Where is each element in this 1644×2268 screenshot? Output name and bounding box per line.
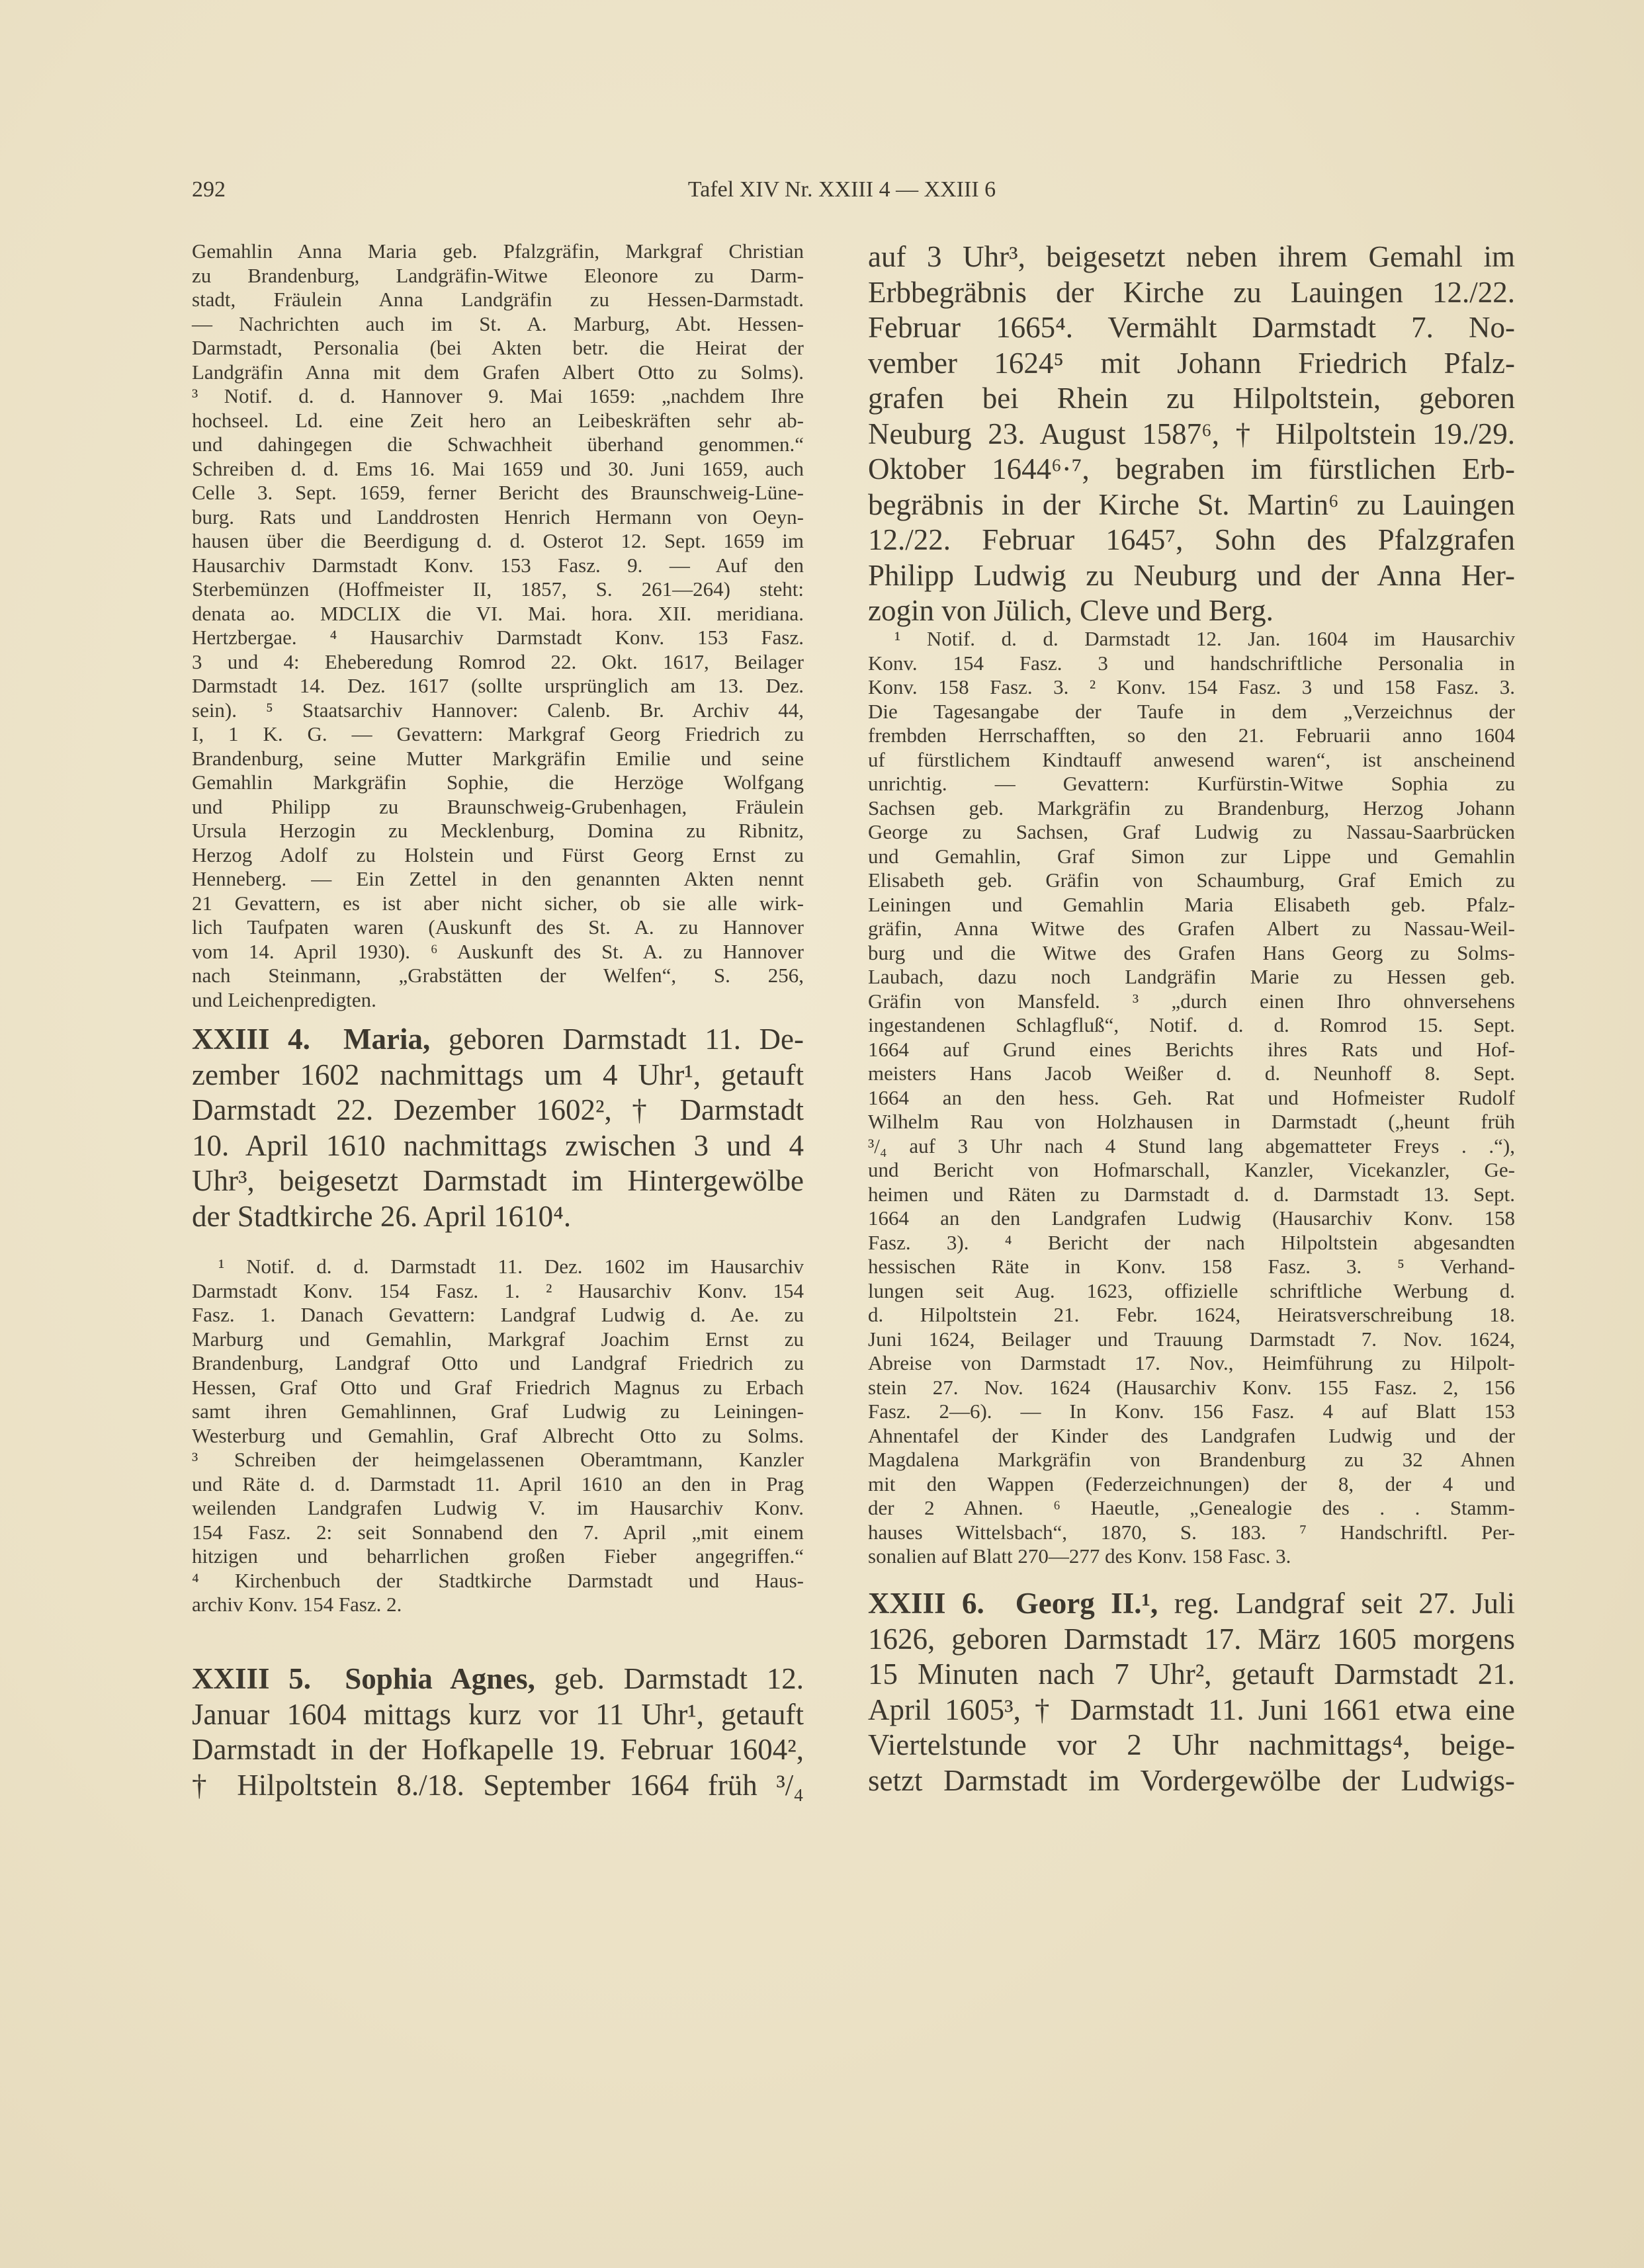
line-content: Hessen, Graf Otto und Graf Friedrich Magnus zu Erbach bbox=[192, 1375, 804, 1399]
text-line bbox=[192, 1521, 804, 1545]
text-line bbox=[868, 796, 1515, 821]
text-line bbox=[192, 1544, 804, 1569]
line-content: Juni 1624, Beilager und Trauung Darmstadt 7. Nov. 1624, bbox=[868, 1327, 1515, 1351]
text-line bbox=[868, 1303, 1515, 1327]
text-line bbox=[868, 1183, 1515, 1207]
line-content: Darmstadt in der Hofkapelle 19. Februar 1604², bbox=[192, 1733, 804, 1766]
line-content: ³/₄ auf 3 Uhr nach 4 Stund lang abgematteter Freys . .“), bbox=[868, 1134, 1515, 1157]
line-content: Hausarchiv Darmstadt Konv. 153 Fasz. 9. — Auf den bbox=[192, 553, 804, 577]
text-line bbox=[868, 1327, 1515, 1352]
text-line bbox=[192, 964, 804, 988]
text-line bbox=[868, 1110, 1515, 1134]
text-line bbox=[868, 381, 1515, 417]
text-line bbox=[192, 433, 804, 457]
line-content: und Bericht von Hofmarschall, Kanzler, Vicekanzler, Ge- bbox=[868, 1158, 1515, 1181]
line-content: gräfin, Anna Witwe des Grafen Albert zu Nassau-Weil- bbox=[868, 917, 1515, 940]
text-line bbox=[192, 360, 804, 385]
line-content: samt ihren Gemahlinnen, Graf Ludwig zu Leiningen- bbox=[192, 1400, 804, 1423]
line-content: vom 14. April 1930). ⁶ Auskunft des St. A. zu Hannover bbox=[192, 939, 804, 963]
text-line bbox=[192, 1376, 804, 1400]
line-content: hessischen Räte in Konv. 158 Fasz. 3. ⁵ Verhand- bbox=[868, 1255, 1515, 1278]
text-line bbox=[192, 457, 804, 482]
line-content: Gemahlin Markgräfin Sophie, die Herzöge Wolfgang bbox=[192, 771, 804, 794]
text-line bbox=[192, 1351, 804, 1376]
text-line bbox=[192, 795, 804, 819]
text-line bbox=[868, 1496, 1515, 1521]
line-content: Sachsen geb. Markgräfin zu Brandenburg, Herzog Johann bbox=[868, 796, 1515, 819]
text-line bbox=[868, 1038, 1515, 1062]
text-line bbox=[868, 941, 1515, 966]
text-line bbox=[192, 940, 804, 964]
text-line bbox=[192, 1448, 804, 1472]
text-line bbox=[192, 529, 804, 554]
text-line bbox=[192, 1424, 804, 1449]
line-content: † Hilpoltstein 8./18. September 1664 früh ³/₄ bbox=[192, 1768, 804, 1802]
line-content: Februar 1665⁴. Vermählt Darmstadt 7. No- bbox=[868, 311, 1515, 344]
text-line bbox=[868, 845, 1515, 869]
line-content: Abreise von Darmstadt 17. Nov., Heimführung zu Hilpolt- bbox=[868, 1351, 1515, 1374]
line-content: burg. Rats und Landdrosten Henrich Hermann von Oeyn- bbox=[192, 505, 804, 528]
footnotes-previous-entry bbox=[192, 239, 804, 1012]
page-number: 292 bbox=[192, 177, 226, 202]
line-content: d. Hilpoltstein 21. Febr. 1624, Heiratsverschreibung 18. bbox=[868, 1303, 1515, 1326]
text-line bbox=[192, 312, 804, 337]
text-line bbox=[192, 1022, 804, 1058]
line-content: archiv Konv. 154 Fasz. 2. bbox=[192, 1593, 402, 1616]
line-content: der Stadtkirche 26. April 1610⁴. bbox=[192, 1199, 572, 1233]
text-line bbox=[868, 1693, 1515, 1728]
line-content: hitzigen und beharrlichen großen Fieber angegriffen.“ bbox=[192, 1544, 804, 1568]
line-content: Westerburg und Gemahlin, Graf Albrecht Otto zu Solms. bbox=[192, 1423, 804, 1447]
text-line bbox=[192, 577, 804, 602]
entry-text: reg. Landgraf seit 27. Juli bbox=[1174, 1587, 1515, 1620]
line-content: zu Brandenburg, Landgräfin-Witwe Eleonore zu Darm- bbox=[192, 263, 804, 287]
entry-name: Georg II.¹, bbox=[1015, 1587, 1158, 1620]
text-line bbox=[192, 336, 804, 360]
line-content: 154 Fasz. 2: seit Sonnabend den 7. April „mit einem bbox=[192, 1520, 804, 1544]
entry-text: geboren Darmstadt 11. De- bbox=[448, 1023, 804, 1056]
text-line bbox=[868, 675, 1515, 700]
line-content: Fasz. 2—6). — In Konv. 156 Fasz. 4 auf Blatt 153 bbox=[868, 1400, 1515, 1423]
line-content: Sterbemünzen (Hoffmeister II, 1857, S. 261—264) steht: bbox=[192, 577, 804, 601]
line-content: stein 27. Nov. 1624 (Hausarchiv Konv. 155 Fasz. 2, 156 bbox=[868, 1375, 1515, 1399]
line-content: und Gemahlin, Graf Simon zur Lippe und Gemahlin bbox=[868, 844, 1515, 868]
entry-xxiii-5-sophia-agnes bbox=[192, 1661, 804, 1803]
entry-text: geb. Darmstadt 12. bbox=[554, 1662, 804, 1695]
text-line bbox=[868, 1279, 1515, 1304]
text-line bbox=[868, 593, 1515, 629]
line-content bbox=[868, 1587, 1515, 1620]
text-line bbox=[192, 384, 804, 409]
line-content: lich Taufpaten waren (Auskunft des St. A. zu Hannover bbox=[192, 915, 804, 939]
line-content: April 1605³, † Darmstadt 11. Juni 1661 etwa eine bbox=[868, 1693, 1515, 1726]
text-line bbox=[868, 627, 1515, 651]
line-content: ¹ Notif. d. d. Darmstadt 12. Jan. 1604 im Hausarchiv bbox=[894, 627, 1515, 650]
line-content: Neuburg 23. August 1587⁶, † Hilpoltstein 19./29. bbox=[868, 417, 1515, 450]
footnotes-entry-xxiii-5 bbox=[868, 627, 1515, 1569]
text-line bbox=[868, 1544, 1515, 1569]
text-line bbox=[192, 1768, 804, 1804]
line-content bbox=[192, 1023, 804, 1056]
text-line bbox=[868, 1400, 1515, 1424]
line-content bbox=[192, 1662, 804, 1695]
line-content: und dahingegen die Schwachheit überhand genommen.“ bbox=[192, 433, 804, 456]
text-line bbox=[868, 1472, 1515, 1497]
text-line bbox=[868, 1622, 1515, 1658]
line-content: setzt Darmstadt im Vordergewölbe der Ludwigs- bbox=[868, 1763, 1515, 1797]
running-title: Tafel XIV Nr. XXIII 4 — XXIII 6 bbox=[687, 177, 996, 202]
line-content: frembden Herrschafften, so den 21. Februarii anno 1604 bbox=[868, 724, 1515, 747]
line-content: und Leichenpredigten. bbox=[192, 987, 376, 1011]
line-content: Brandenburg, Landgraf Otto und Landgraf Friedrich zu bbox=[192, 1351, 804, 1374]
text-line bbox=[192, 1279, 804, 1304]
line-content: lungen seit Aug. 1623, offizielle schriftliche Werbung d. bbox=[868, 1279, 1515, 1302]
line-content: grafen bei Rhein zu Hilpoltstein, geboren bbox=[868, 382, 1515, 415]
line-content: weilenden Landgrafen Ludwig V. im Hausarchiv Konv. bbox=[192, 1496, 804, 1519]
text-line bbox=[192, 505, 804, 530]
line-content: ingestandenen Schlagfluß“, Notif. d. d. Romrod 15. Sept. bbox=[868, 1013, 1515, 1036]
text-line bbox=[868, 1206, 1515, 1231]
line-content: Wilhelm Rau von Holzhausen in Darmstadt („heunt früh bbox=[868, 1110, 1515, 1133]
text-line bbox=[192, 1303, 804, 1327]
line-content: Schreiben d. d. Ems 16. Mai 1659 und 30. Juni 1659, auch bbox=[192, 456, 804, 480]
text-line bbox=[868, 651, 1515, 676]
text-line bbox=[868, 1086, 1515, 1111]
text-line bbox=[192, 698, 804, 723]
line-content: Viertelstunde vor 2 Uhr nachmittags⁴, beige- bbox=[868, 1728, 1515, 1761]
text-line bbox=[192, 915, 804, 940]
text-line bbox=[192, 1093, 804, 1128]
text-line bbox=[868, 1728, 1515, 1763]
text-line bbox=[192, 1199, 804, 1235]
text-line bbox=[868, 1351, 1515, 1376]
line-content: Fasz. 3). ⁴ Bericht der nach Hilpoltstein abgesandten bbox=[868, 1230, 1515, 1254]
line-content: ³ Schreiben der heimgelassenen Oberamtmann, Kanzler bbox=[192, 1448, 804, 1471]
line-content: Oktober 1644⁶·⁷, begraben im fürstlichen Erb- bbox=[868, 452, 1515, 485]
text-line bbox=[192, 1496, 804, 1521]
text-line bbox=[192, 239, 804, 264]
text-line bbox=[868, 1521, 1515, 1545]
line-content: Konv. 154 Fasz. 3 und handschriftliche Personalia in bbox=[868, 651, 1515, 675]
entry-number: XXIII 4. bbox=[192, 1023, 310, 1056]
line-content: Die Tagesangabe der Taufe in dem „Verzeichnus der bbox=[868, 699, 1515, 723]
text-line bbox=[868, 1424, 1515, 1449]
text-line bbox=[868, 917, 1515, 941]
text-line bbox=[868, 487, 1515, 523]
line-content: Hertzbergae. ⁴ Hausarchiv Darmstadt Konv. 153 Fasz. bbox=[192, 626, 804, 649]
text-line bbox=[868, 417, 1515, 452]
text-line bbox=[192, 1472, 804, 1497]
entry-number: XXIII 6. bbox=[868, 1587, 984, 1620]
text-line bbox=[192, 892, 804, 916]
line-content: Fasz. 1. Danach Gevattern: Landgraf Ludwig d. Ae. zu bbox=[192, 1303, 804, 1326]
line-content: 1626, geboren Darmstadt 17. März 1605 morgens bbox=[868, 1622, 1515, 1656]
line-content: Celle 3. Sept. 1659, ferner Bericht des Braunschweig-Lüne- bbox=[192, 481, 804, 504]
text-line bbox=[868, 1763, 1515, 1799]
line-content: Darmstadt 14. Dez. 1617 (sollte ursprünglich am 13. Dez. bbox=[192, 674, 804, 697]
line-content: hauses Wittelsbach“, 1870, S. 183. ⁷ Handschriftl. Per- bbox=[868, 1520, 1515, 1544]
line-content: zember 1602 nachmittags um 4 Uhr¹, getauft bbox=[192, 1058, 804, 1091]
text-line bbox=[868, 558, 1515, 594]
text-line bbox=[192, 1593, 804, 1617]
line-content: 21 Gevattern, es ist aber nicht sicher, ob sie alle wirk- bbox=[192, 891, 804, 915]
text-line bbox=[868, 1013, 1515, 1038]
line-content: George zu Sachsen, Graf Ludwig zu Nassau-Saarbrücken bbox=[868, 820, 1515, 843]
text-line bbox=[192, 1327, 804, 1352]
text-line bbox=[192, 288, 804, 312]
line-content: Konv. 158 Fasz. 3. ² Konv. 154 Fasz. 3 und 158 Fasz. 3. bbox=[868, 675, 1515, 698]
text-line bbox=[192, 626, 804, 650]
text-line bbox=[868, 310, 1515, 346]
text-line bbox=[868, 1134, 1515, 1159]
line-content: Gemahlin Anna Maria geb. Pfalzgräfin, Markgraf Christian bbox=[192, 239, 804, 263]
line-content: Magdalena Markgräfin von Brandenburg zu 32 Ahnen bbox=[868, 1448, 1515, 1471]
line-content: nach Steinmann, „Grabstätten der Welfen“, S. 256, bbox=[192, 964, 804, 987]
text-line bbox=[192, 1400, 804, 1424]
line-content: 12./22. Februar 1645⁷, Sohn des Pfalzgrafen bbox=[868, 523, 1515, 556]
entry-xxiii-5-continued bbox=[868, 239, 1515, 629]
line-content: Elisabeth geb. Gräfin von Schaumburg, Graf Emich zu bbox=[868, 868, 1515, 892]
line-content: und Philipp zu Braunschweig-Grubenhagen, Fräulein bbox=[192, 794, 804, 818]
text-line bbox=[868, 772, 1515, 796]
line-content: stadt, Fräulein Anna Landgräfin zu Hessen-Darmstadt. bbox=[192, 288, 804, 311]
text-line bbox=[192, 674, 804, 698]
text-line bbox=[192, 1661, 804, 1697]
text-line bbox=[868, 1657, 1515, 1693]
line-content: burg und die Witwe des Grafen Hans Georg zu Solms- bbox=[868, 941, 1515, 964]
line-content: 10. April 1610 nachmittags zwischen 3 und 4 bbox=[192, 1128, 804, 1162]
line-content: Darmstadt, Personalia (bei Akten betr. die Heirat der bbox=[192, 336, 804, 359]
line-content: denata ao. MDCLIX die VI. Mai. hora. XII. meridiana. bbox=[192, 601, 804, 625]
line-content: Gräfin von Mansfeld. ³ „durch einen Ihro ohnversehens bbox=[868, 989, 1515, 1013]
line-content: ¹ Notif. d. d. Darmstadt 11. Dez. 1602 im Hausarchiv bbox=[218, 1255, 804, 1278]
line-content: 15 Minuten nach 7 Uhr², getauft Darmstadt 21. bbox=[868, 1658, 1515, 1691]
line-content: Darmstadt 22. Dezember 1602², † Darmstadt bbox=[192, 1093, 804, 1126]
text-line bbox=[192, 1732, 804, 1768]
text-line bbox=[868, 452, 1515, 487]
text-line bbox=[192, 481, 804, 505]
text-line bbox=[868, 724, 1515, 748]
line-content: uf fürstlichem Kindtauff anwesend waren“, ist anscheinend bbox=[868, 747, 1515, 771]
line-content: Philipp Ludwig zu Neuburg und der Anna Her- bbox=[868, 558, 1515, 592]
text-line bbox=[868, 239, 1515, 275]
line-content: Brandenburg, seine Mutter Markgräfin Emilie und seine bbox=[192, 746, 804, 770]
line-content: Uhr³, beigesetzt Darmstadt im Hintergewölbe bbox=[192, 1164, 804, 1197]
text-line bbox=[868, 523, 1515, 558]
text-line bbox=[192, 650, 804, 675]
line-content: Marburg und Gemahlin, Markgraf Joachim Ernst zu bbox=[192, 1327, 804, 1351]
text-line bbox=[868, 700, 1515, 724]
line-content: meisters Hans Jacob Weißer d. d. Neunhoff 8. Sept. bbox=[868, 1062, 1515, 1085]
line-content: sonalien auf Blatt 270—277 des Konv. 158 Fasc. 3. bbox=[868, 1544, 1291, 1568]
text-line bbox=[192, 819, 804, 843]
entry-number: XXIII 5. bbox=[192, 1662, 312, 1695]
line-content: 1664 auf Grund eines Berichts ihres Rats und Hof- bbox=[868, 1037, 1515, 1061]
entry-name: Sophia Agnes, bbox=[345, 1662, 535, 1695]
text-line bbox=[192, 988, 804, 1013]
line-content: 1664 an den hess. Geh. Rat und Hofmeister Rudolf bbox=[868, 1085, 1515, 1109]
line-content: auf 3 Uhr³, beigesetzt neben ihrem Gemahl im bbox=[868, 240, 1515, 273]
line-content: hochseel. Ld. eine Zeit hero an Leibeskräften sehr ab- bbox=[192, 408, 804, 432]
line-content: Laubach, dazu noch Landgräfin Marie zu Hessen geb. bbox=[868, 965, 1515, 988]
line-content: vember 1624⁵ mit Johann Friedrich Pfalz- bbox=[868, 346, 1515, 380]
text-line bbox=[868, 1062, 1515, 1086]
line-content: heimen und Räten zu Darmstadt d. d. Darmstadt 13. Sept. bbox=[868, 1182, 1515, 1206]
line-content: Ahnentafel der Kinder des Landgrafen Ludwig und der bbox=[868, 1423, 1515, 1447]
text-line bbox=[192, 1569, 804, 1593]
text-line bbox=[192, 771, 804, 795]
text-line bbox=[192, 867, 804, 892]
text-line bbox=[192, 264, 804, 288]
text-line bbox=[192, 1128, 804, 1164]
line-content: mit den Wappen (Federzeichnungen) der 8, der 4 und bbox=[868, 1472, 1515, 1495]
entry-xxiii-6-georg-ii bbox=[868, 1586, 1515, 1798]
text-line bbox=[868, 1448, 1515, 1472]
text-line bbox=[868, 748, 1515, 773]
text-line bbox=[192, 409, 804, 433]
text-line bbox=[868, 989, 1515, 1014]
line-content: Darmstadt Konv. 154 Fasz. 1. ² Hausarchiv Konv. 154 bbox=[192, 1279, 804, 1302]
text-line bbox=[192, 1058, 804, 1093]
text-line bbox=[868, 820, 1515, 845]
line-content: begräbnis in der Kirche St. Martin⁶ zu Lauingen bbox=[868, 487, 1515, 521]
text-line bbox=[192, 602, 804, 626]
line-content: Januar 1604 mittags kurz vor 11 Uhr¹, getauft bbox=[192, 1697, 804, 1731]
text-line bbox=[192, 1697, 804, 1733]
line-content: 3 und 4: Eheberedung Romrod 22. Okt. 1617, Beilager bbox=[192, 650, 804, 673]
line-content: Henneberg. — Ein Zettel in den genannten Akten nennt bbox=[192, 867, 804, 890]
text-line bbox=[192, 1163, 804, 1199]
line-content: Erbbegräbnis der Kirche zu Lauingen 12./22. bbox=[868, 275, 1515, 309]
text-line bbox=[868, 1376, 1515, 1400]
line-content: — Nachrichten auch im St. A. Marburg, Abt. Hessen- bbox=[192, 312, 804, 335]
text-line bbox=[868, 1158, 1515, 1183]
line-content: 1664 an den Landgrafen Ludwig (Hausarchiv Konv. 158 bbox=[868, 1206, 1515, 1230]
line-content: Herzog Adolf zu Holstein und Fürst Georg Ernst zu bbox=[192, 843, 804, 866]
text-line bbox=[868, 1231, 1515, 1255]
text-line bbox=[192, 843, 804, 868]
text-line bbox=[192, 554, 804, 578]
line-content: hausen über die Beerdigung d. d. Osterot 12. Sept. 1659 im bbox=[192, 529, 804, 552]
text-line bbox=[192, 1255, 804, 1279]
line-content: I, 1 K. G. — Gevattern: Markgraf Georg Friedrich zu bbox=[192, 722, 804, 745]
text-line bbox=[868, 1255, 1515, 1279]
text-line bbox=[868, 1586, 1515, 1622]
footnotes-entry-xxiii-4 bbox=[192, 1255, 804, 1617]
entry-xxiii-4-maria bbox=[192, 1022, 804, 1234]
text-line bbox=[192, 722, 804, 747]
line-content: ³ Notif. d. d. Hannover 9. Mai 1659: „nachdem Ihre bbox=[192, 384, 804, 407]
text-line bbox=[868, 346, 1515, 382]
line-content: und Räte d. d. Darmstadt 11. April 1610 an den in Prag bbox=[192, 1472, 804, 1495]
text-line bbox=[868, 275, 1515, 311]
line-content: Landgräfin Anna mit dem Grafen Albert Otto zu Solms). bbox=[192, 360, 804, 384]
line-content: unrichtig. — Gevattern: Kurfürstin-Witwe Sophia zu bbox=[868, 772, 1515, 795]
text-line bbox=[868, 893, 1515, 917]
line-content: zogin von Jülich, Cleve und Berg. bbox=[868, 594, 1274, 627]
text-line bbox=[192, 747, 804, 771]
line-content: sein). ⁵ Staatsarchiv Hannover: Calenb. Br. Archiv 44, bbox=[192, 698, 804, 722]
line-content: Ursula Herzogin zu Mecklenburg, Domina zu Ribnitz, bbox=[192, 819, 804, 842]
entry-name: Maria, bbox=[343, 1023, 431, 1056]
line-content: ⁴ Kirchenbuch der Stadtkirche Darmstadt und Haus- bbox=[192, 1568, 804, 1592]
line-content: Leiningen und Gemahlin Maria Elisabeth geb. Pfalz- bbox=[868, 892, 1515, 916]
text-line bbox=[868, 868, 1515, 893]
line-content: der 2 Ahnen. ⁶ Haeutle, „Genealogie des . . Stamm- bbox=[868, 1496, 1515, 1519]
text-line bbox=[868, 965, 1515, 989]
